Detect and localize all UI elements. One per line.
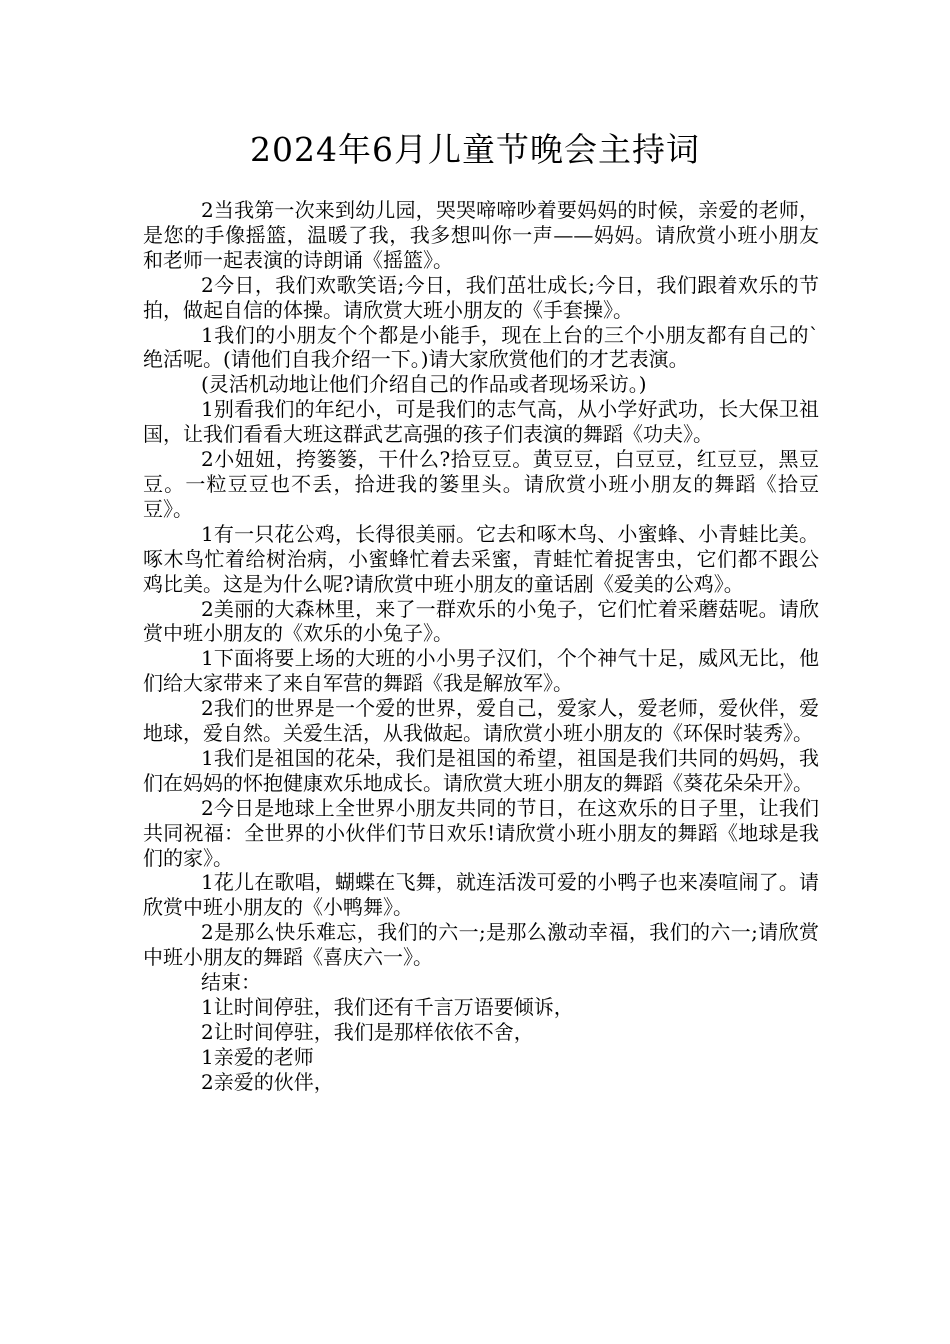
document-title: 2024年6月儿童节晚会主持词 — [250, 130, 700, 169]
paragraph: 1我们的小朋友个个都是小能手，现在上台的三个小朋友都有自己的`绝活呢。(请他们自我介绍一下。)请大家欣赏他们的才艺表演。 — [143, 322, 819, 372]
paragraph: 2今日是地球上全世界小朋友共同的节日，在这欢乐的日子里，让我们共同祝福：全世界的小伙伴们节日欢乐!请欣赏小班小朋友的舞蹈《地球是我们的家》。 — [143, 795, 819, 870]
document-body — [143, 198, 819, 1095]
paragraph: 2今日，我们欢歌笑语;今日，我们茁壮成长;今日，我们跟着欢乐的节拍，做起自信的体操。请欣赏大班小朋友的《手套操》。 — [143, 272, 819, 322]
paragraph: 2我们的世界是一个爱的世界，爱自己，爱家人，爱老师，爱伙伴，爱地球，爱自然。关爱生活，从我做起。请欣赏小班小朋友的《环保时装秀》。 — [143, 696, 819, 746]
paragraph: 2美丽的大森林里，来了一群欢乐的小兔子，它们忙着采蘑菇呢。请欣赏中班小朋友的《欢乐的小兔子》。 — [143, 596, 819, 646]
paragraph: 1有一只花公鸡，长得很美丽。它去和啄木鸟、小蜜蜂、小青蛙比美。啄木鸟忙着给树治病，小蜜蜂忙着去采蜜，青蛙忙着捉害虫，它们都不跟公鸡比美。这是为什么呢?请欣赏中班小朋友的童话剧《爱美的公鸡》。 — [143, 521, 819, 596]
paragraph: (灵活机动地让他们介绍自己的作品或者现场采访。) — [201, 372, 647, 397]
paragraph: 1下面将要上场的大班的小小男子汉们，个个神气十足，威风无比，他们给大家带来了来自军营的舞蹈《我是解放军》。 — [143, 646, 819, 696]
paragraph: 1别看我们的年纪小，可是我们的志气高，从小学好武功，长大保卫祖国，让我们看看大班这群武艺高强的孩子们表演的舞蹈《功夫》。 — [143, 397, 819, 447]
paragraph: 1花儿在歌唱，蝴蝶在飞舞，就连活泼可爱的小鸭子也来凑喧闹了。请欣赏中班小朋友的《小鸭舞》。 — [143, 870, 819, 920]
closing-line: 1让时间停驻，我们还有千言万语要倾诉， — [201, 995, 574, 1019]
closing-line: 2亲爱的伙伴， — [201, 1069, 334, 1094]
paragraph: 2当我第一次来到幼儿园，哭哭啼啼吵着要妈妈的时候，亲爱的老师，是您的手像摇篮，温暖了我，我多想叫你一声——妈妈。请欣赏小班小朋友和老师一起表演的诗朗诵《摇篮》。 — [143, 198, 819, 272]
closing-line: 1亲爱的老师 — [201, 1044, 314, 1069]
closing-heading: 结束： — [201, 970, 261, 995]
paragraph: 2是那么快乐难忘，我们的六一;是那么激动幸福，我们的六一;请欣赏中班小朋友的舞蹈《喜庆六一》。 — [143, 920, 819, 970]
paragraph: 2小妞妞，挎篓篓，干什么?拾豆豆。黄豆豆，白豆豆，红豆豆，黑豆豆。一粒豆豆也不丢，拾进我的篓里头。请欣赏小班小朋友的舞蹈《拾豆豆》。 — [143, 447, 819, 521]
paragraph: 1我们是祖国的花朵，我们是祖国的希望，祖国是我们共同的妈妈，我们在妈妈的怀抱健康欢乐地成长。请欣赏大班小朋友的舞蹈《葵花朵朵开》。 — [143, 745, 819, 795]
closing-line: 2让时间停驻，我们是那样依依不舍， — [201, 1019, 534, 1044]
